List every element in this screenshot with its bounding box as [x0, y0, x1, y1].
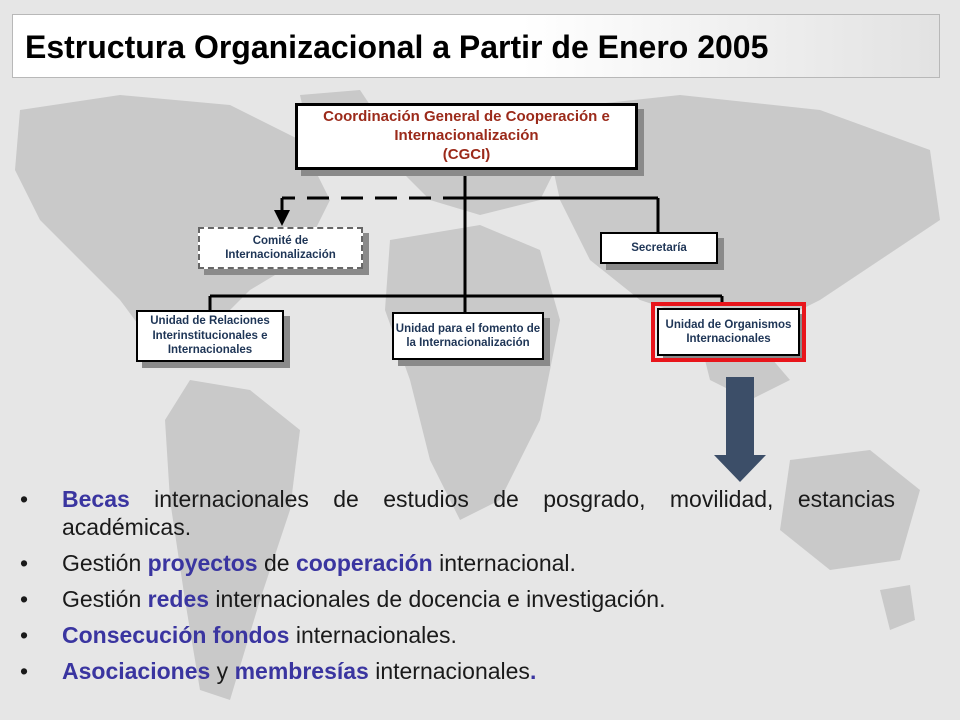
bullet-text: Gestión [62, 550, 148, 576]
node-comite-line1: Comité de [252, 234, 309, 247]
bullet-text: internacional. [432, 550, 576, 576]
highlight-frame-organismos [651, 302, 806, 362]
list-item [20, 549, 895, 577]
bullet-text: internacionales de estudios de posgrado, movilidad, estancias académicas. [62, 486, 895, 540]
keyword-proyectos: proyectos [147, 550, 258, 576]
list-item [20, 621, 895, 649]
node-unidad-fomento-line1: Unidad para el fomento de [395, 322, 541, 335]
bullet-text: de [257, 550, 296, 576]
node-unidad-organismos-line2: Internacionales [686, 333, 771, 345]
bullet-dot: • [20, 486, 29, 512]
node-unidad-organismos-line1: Unidad de Organismos [665, 318, 792, 331]
node-secretaria-line1: Secretaría [631, 241, 687, 254]
node-cgci-line3: (CGCI) [442, 145, 491, 163]
keyword-asociaciones: Asociaciones [62, 658, 211, 684]
keyword-redes: redes [147, 586, 210, 612]
node-unidad-relaciones [136, 310, 284, 362]
bullet-dot: • [20, 622, 29, 648]
list-item [20, 585, 895, 613]
page-title: Estructura Organizacional a Partir de Enero 2005 [25, 29, 769, 65]
keyword-cooperacion: cooperación [295, 550, 433, 576]
bullet-period: . [529, 658, 537, 684]
node-unidad-fomento-line2: la Internacionalización [406, 337, 530, 349]
bullet-text: internacionales. [289, 622, 457, 648]
node-secretaria [600, 232, 718, 264]
node-cgci-line1: Coordinación General de Cooperación e [323, 108, 610, 126]
node-unidad-fomento [392, 312, 544, 360]
bullet-dot: • [20, 658, 29, 684]
down-arrow-icon [714, 377, 766, 482]
comite-arrowhead [274, 210, 290, 226]
keyword-membresias: membresías [234, 658, 369, 684]
down-arrow-shaft [726, 377, 754, 455]
list-item [20, 657, 895, 685]
list-item [20, 485, 895, 541]
bullet-dot: • [20, 586, 29, 612]
keyword-becas: Becas [62, 486, 130, 512]
node-cgci-line2: Internacionalización [394, 127, 539, 145]
node-unidad-relaciones-line2: Interinstitucionales e [152, 329, 268, 342]
node-unidad-relaciones-line1: Unidad de Relaciones [150, 315, 270, 328]
bullet-text: internacionales [368, 658, 530, 684]
functions-list [20, 485, 895, 693]
keyword-consecucion-fondos: Consecución fondos [62, 622, 290, 648]
bullet-text: y [210, 658, 235, 684]
node-cgci [295, 103, 638, 170]
node-comite [198, 227, 363, 269]
node-unidad-relaciones-line3: Internacionales [167, 344, 253, 357]
bullet-dot: • [20, 550, 29, 576]
bullet-text: Gestión [62, 586, 148, 612]
bullet-text: internacionales de docencia e investigación. [209, 586, 666, 612]
node-comite-line2: Internacionalización [225, 249, 336, 261]
down-arrow-head [714, 455, 766, 482]
